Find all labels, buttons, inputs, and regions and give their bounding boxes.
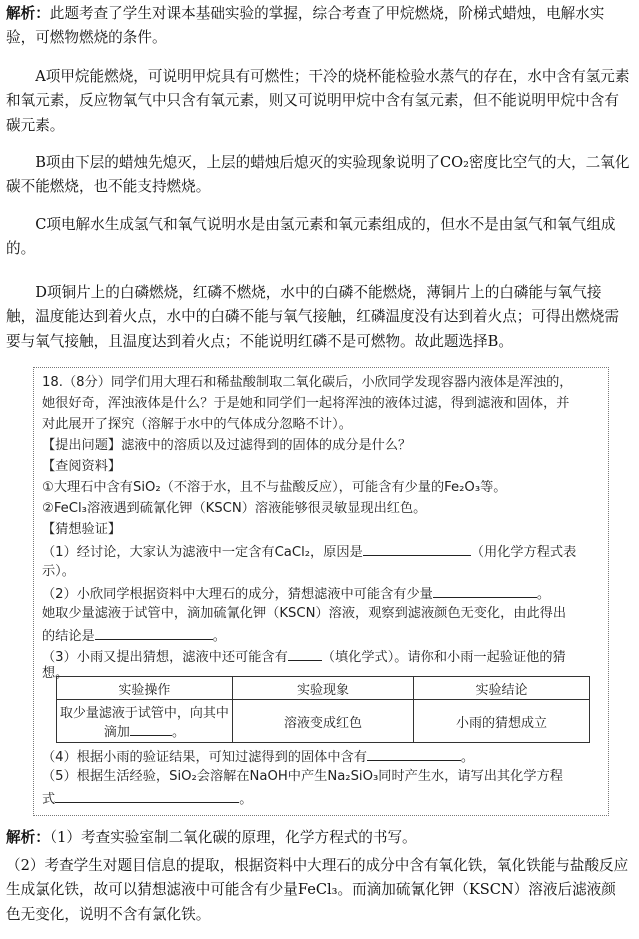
analysis-option-b: B项由下层的蜡烛先熄灭，上层的蜡烛后熄灭的实验现象说明了CO₂密度比空气的大，二氧化碳不能燃烧，也不能支持燃烧。 — [6, 154, 630, 196]
question-line: 【查阅资料】 — [42, 459, 122, 474]
question-line: （3）小雨又提出猜想，滤液中还可能含有 （填化学式）。请你和小雨一起验证他的猜 — [42, 647, 598, 667]
question-line: 示）。 — [42, 564, 75, 579]
answer-blank[interactable] — [130, 722, 172, 736]
answer-blank[interactable] — [288, 647, 322, 661]
question-line: 式 。 — [42, 789, 598, 809]
question-line: （1）经讨论，大家认为滤液中一定含有CaCl₂，原因是 （用化学方程式表 — [42, 542, 598, 562]
analysis-option-a: A项甲烷能燃烧，可说明甲烷具有可燃性；干冷的烧杯能检验水蒸气的存在，水中含有氢元素和氧元素，反应物氧气中只含有氧元素，则又可说明甲烷中含有氢元素，但不能说明甲烷中含有碳元素。 — [6, 68, 630, 134]
table-header: 实验现象 — [232, 677, 413, 700]
question-line: 她取少量滤液于试管中，滴加硫氰化钾（KSCN）溶液，观察到滤液颜色无变化，由此得出 — [42, 606, 567, 621]
analysis-intro-text: 此题考查了学生对课本基础实验的掌握，综合考查了甲烷燃烧，阶梯式蜡烛，电解水实验，可燃物燃烧的条件。 — [6, 5, 605, 47]
question-line: （4）根据小雨的验证结果，可知过滤得到的固体中含有 。 — [42, 747, 598, 767]
question-line: 对此展开了探究（溶解于水中的气体成分忽略不计）。 — [42, 417, 352, 432]
experiment-table — [56, 676, 590, 743]
table-header: 实验操作 — [57, 677, 233, 700]
table-cell-operation: 取少量滤液于试管中，向其中 滴加 。 — [57, 700, 233, 743]
analysis-intro — [6, 2, 630, 51]
answer-blank[interactable] — [55, 789, 239, 803]
table-header: 实验结论 — [414, 677, 590, 700]
question-line: 想。 — [42, 666, 69, 681]
question-line: ②FeCl₃溶液遇到硫氰化钾（KSCN）溶液能够很灵敏显现出红色。 — [42, 501, 427, 516]
question-line: 的结论是 。 — [42, 626, 598, 646]
analysis-option-c: C项电解水生成氢气和氧气说明水是由氢元素和氧元素组成的，但水不是由氢气和氧气组成的。 — [6, 216, 616, 258]
analysis2-p2: （2）考查学生对题目信息的提取，根据资料中大理石的成分中含有氧化铁，氧化铁能与盐酸反应生成氯化铁，故可以猜想滤液中可能含有少量FeCl₃。而滴加硫氰化钾（KSCN）溶液后滤液颜色无变化，说明不含有氯化铁。 — [6, 857, 629, 923]
answer-blank[interactable] — [363, 542, 471, 556]
question-line: ①大理石中含有SiO₂（不溶于水，且不与盐酸反应），可能含有少量的Fe₂O₃等。 — [42, 480, 507, 495]
question-18-box — [33, 367, 609, 816]
answer-blank[interactable] — [433, 584, 537, 598]
analysis-option-d: D项铜片上的白磷燃烧，红磷不燃烧，水中的白磷不能燃烧，薄铜片上的白磷能与氧气接触，温度能达到着火点，水中的白磷不能与氧气接触，红磷温度没有达到着火点；可得出燃烧需要与氧气接触，且温度达到着火点；不能说明红磷不是可燃物。故此题选择B。 — [6, 284, 619, 350]
table-cell-phenomenon: 溶液变成红色 — [232, 700, 413, 743]
analysis-label: 解析： — [6, 829, 50, 846]
table-cell-conclusion: 小雨的猜想成立 — [414, 700, 590, 743]
question-line: 她很好奇，浑浊液体是什么？于是她和同学们一起将浑浊的液体过滤，得到滤液和固体，并 — [42, 396, 570, 411]
analysis-label: 解析： — [6, 5, 50, 22]
question-line: 【猜想验证】 — [42, 522, 122, 537]
analysis2-p1: 解析：（1）考查实验室制二氧化碳的原理，化学方程式的书写。 — [6, 829, 417, 846]
question-line: （2）小欣同学根据资料中大理石的成分，猜想滤液中可能含有少量 。 — [42, 584, 598, 604]
answer-blank[interactable] — [95, 626, 213, 640]
question-line: 18.（8分）同学们用大理石和稀盐酸制取二氧化碳后，小欣同学发现容器内液体是浑浊的， — [42, 375, 573, 390]
question-line: （5）根据生活经验，SiO₂会溶解在NaOH中产生Na₂SiO₃同时产生水，请写出其化学方程 — [42, 769, 563, 784]
answer-blank[interactable] — [367, 747, 461, 761]
question-line: 【提出问题】滤液中的溶质以及过滤得到的固体的成分是什么？ — [42, 438, 412, 453]
